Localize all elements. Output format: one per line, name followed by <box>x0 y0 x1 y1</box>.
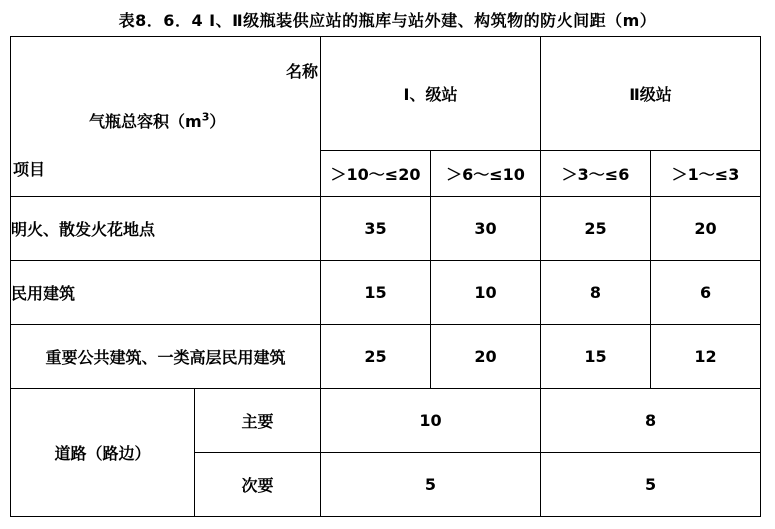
station1-header: Ⅰ、级站 <box>321 37 541 151</box>
table-row <box>11 389 761 453</box>
value-cell: 5 <box>541 453 761 517</box>
value-cell: 30 <box>431 197 541 261</box>
corner-header-cell <box>11 37 321 197</box>
range-header: ＞3～≤6 <box>541 151 651 197</box>
value-cell: 15 <box>321 261 431 325</box>
row-label: 明火、散发火花地点 <box>11 197 321 261</box>
range-header: ＞6～≤10 <box>431 151 541 197</box>
value-cell: 8 <box>541 389 761 453</box>
row-label: 重要公共建筑、一类高层民用建筑 <box>11 325 321 389</box>
table-title: 表8．6．4 Ⅰ、Ⅱ级瓶装供应站的瓶库与站外建、构筑物的防火间距（m） <box>118 11 657 30</box>
range-header: ＞10～≤20 <box>321 151 431 197</box>
value-cell: 25 <box>541 197 651 261</box>
road-label: 道路（路边） <box>11 389 195 517</box>
value-cell: 5 <box>321 453 541 517</box>
value-cell: 20 <box>651 197 761 261</box>
value-cell: 8 <box>541 261 651 325</box>
name-label: 名称 <box>285 62 318 81</box>
value-cell: 20 <box>431 325 541 389</box>
value-cell: 35 <box>321 197 431 261</box>
value-cell: 25 <box>321 325 431 389</box>
table-row <box>11 261 761 325</box>
item-label: 项目 <box>13 160 46 179</box>
value-cell: 10 <box>321 389 541 453</box>
range-header: ＞1～≤3 <box>651 151 761 197</box>
road-main-label: 主要 <box>195 389 321 453</box>
value-cell: 15 <box>541 325 651 389</box>
value-cell: 12 <box>651 325 761 389</box>
station2-header: Ⅱ级站 <box>541 37 761 151</box>
row-label: 民用建筑 <box>11 261 321 325</box>
volume-label: 气瓶总容积$(m^3)$ <box>89 110 226 131</box>
table-row <box>11 197 761 261</box>
road-minor-label: 次要 <box>195 453 321 517</box>
table-row <box>11 325 761 389</box>
value-cell: 10 <box>431 261 541 325</box>
fire-distance-table <box>10 36 761 517</box>
value-cell: 6 <box>651 261 761 325</box>
